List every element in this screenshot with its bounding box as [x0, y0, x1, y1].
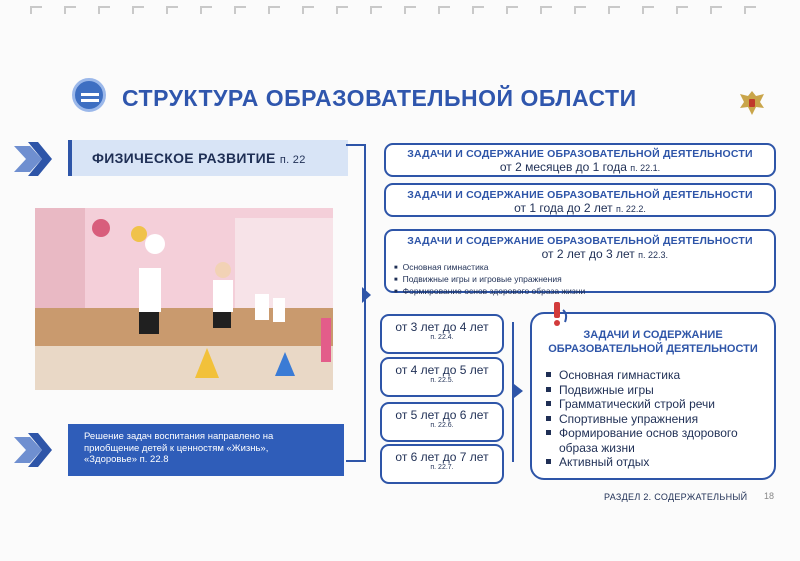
age-range: от 3 лет до 4 лет	[395, 320, 489, 334]
list-item: ■ Формирование основ здорового образа жизни	[394, 286, 774, 298]
page-title: СТРУКТУРА ОБРАЗОВАТЕЛЬНОЙ ОБЛАСТИ	[122, 85, 637, 111]
russia-emblem-icon	[736, 88, 768, 118]
task-heading: ЗАДАЧИ И СОДЕРЖАНИЕ ОБРАЗОВАТЕЛЬНОЙ ДЕЯТЕЛЬНОСТИ	[407, 189, 753, 201]
task-box-2-3	[384, 229, 776, 296]
content-heading: ЗАДАЧИ И СОДЕРЖАНИЕ ОБРАЗОВАТЕЛЬНОЙ ДЕЯТЕЛЬНОСТИ	[548, 329, 758, 355]
content-box	[530, 312, 776, 480]
physical-development-label	[92, 150, 306, 166]
section-footer: РАЗДЕЛ 2. СОДЕРЖАТЕЛЬНЫЙ	[604, 492, 748, 502]
task-box-1-2	[384, 183, 776, 217]
list-item: ■ Основная гимнастика	[394, 262, 774, 274]
list-item: ■ Подвижные игры и игровые упражнения	[394, 274, 774, 286]
list-item: Активный отдых	[546, 455, 774, 470]
children-gym-photo	[35, 208, 333, 390]
task-list	[394, 262, 774, 298]
list-item: Спортивные упражнения	[546, 412, 774, 427]
task-range: от 1 года до 2 лет п. 22.2.	[514, 201, 646, 215]
task-range: от 2 месяцев до 1 года п. 22.1.	[499, 160, 661, 174]
age-range: от 4 лет до 5 лет	[395, 363, 489, 377]
education-note: Решение задач воспитания направлено на приобщение детей к ценностям «Жизнь», «Здоровье» п. 22.8	[84, 431, 274, 465]
age-box-4-5	[380, 357, 504, 397]
age-ref: п. 22.7.	[430, 464, 454, 471]
age-ref: п. 22.6.	[430, 422, 454, 429]
age-ref: п. 22.5.	[430, 377, 454, 384]
task-range: от 2 лет до 3 лет п. 22.3.	[541, 247, 668, 261]
binder-holes	[30, 6, 780, 14]
double-chevron-icon	[14, 431, 52, 469]
list-item-continuation: образа жизни	[559, 440, 635, 455]
list-item: Грамматический строй речи	[546, 397, 774, 412]
age-range: от 5 лет до 6 лет	[395, 408, 489, 422]
list-item: Подвижные игры	[546, 383, 774, 398]
task-heading: ЗАДАЧИ И СОДЕРЖАНИЕ ОБРАЗОВАТЕЛЬНОЙ ДЕЯТЕЛЬНОСТИ	[407, 148, 753, 160]
age-ref: п. 22.4.	[430, 334, 454, 341]
task-heading: ЗАДАЧИ И СОДЕРЖАНИЕ ОБРАЗОВАТЕЛЬНОЙ ДЕЯТЕЛЬНОСТИ	[407, 235, 753, 247]
bracket-arrow-icon	[362, 287, 371, 303]
physical-development-ref: п. 22	[279, 154, 306, 166]
list-item: Основная гимнастика	[546, 368, 774, 383]
age-box-3-4	[380, 314, 504, 354]
connector-bracket	[346, 144, 366, 462]
list-item: Формирование основ здорового	[546, 426, 774, 441]
age-box-6-7	[380, 444, 504, 484]
content-list	[546, 368, 774, 470]
age-box-5-6	[380, 402, 504, 442]
sports-balls-icon	[72, 78, 106, 112]
arrow-right-icon	[514, 384, 523, 398]
task-box-0-1	[384, 143, 776, 177]
page-number: 18	[764, 491, 775, 501]
age-range: от 6 лет до 7 лет	[395, 450, 489, 464]
physical-development-title: ФИЗИЧЕСКОЕ РАЗВИТИЕ	[92, 150, 276, 166]
double-chevron-icon	[14, 140, 52, 178]
warning-exclamation-icon	[544, 300, 572, 330]
